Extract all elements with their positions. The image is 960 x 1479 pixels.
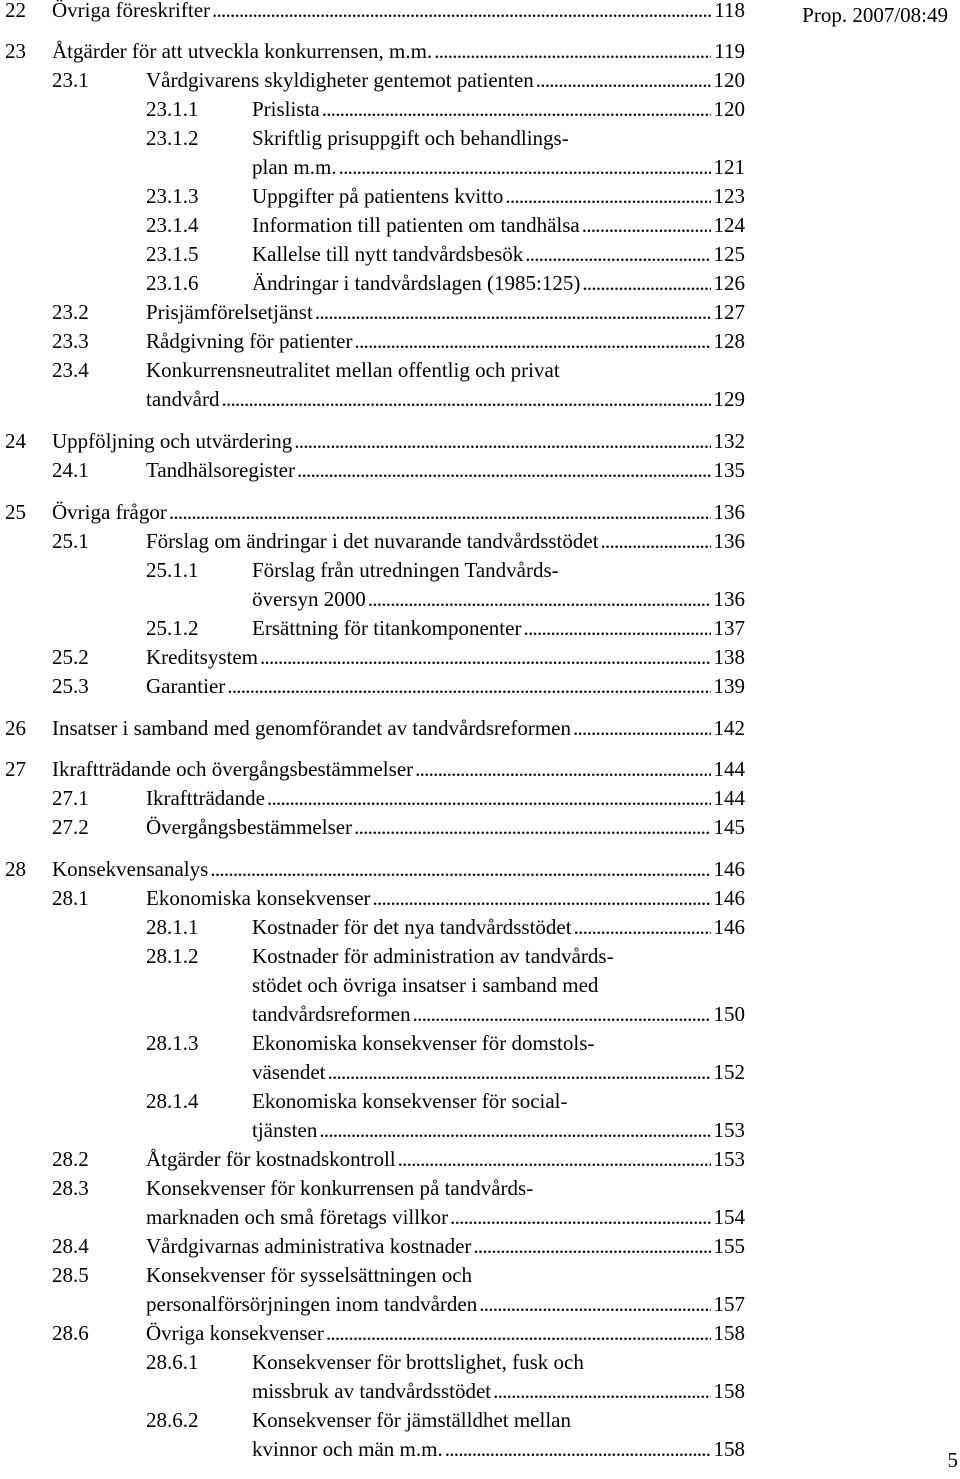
- toc-entry-page: 153: [713, 1118, 745, 1142]
- toc-entry-page: 136: [713, 587, 745, 611]
- toc-entry-number: 27.1: [52, 786, 89, 810]
- toc-entry-page: 127: [713, 300, 745, 324]
- toc-entry[interactable]: [0, 942, 745, 971]
- dot-leader: [445, 1435, 711, 1464]
- dot-leader: [327, 1058, 710, 1087]
- toc-entry-page: 142: [713, 716, 745, 740]
- toc-entry-page: 120: [713, 97, 745, 121]
- toc-entry-title: Konsekvenser för jämställdhet mellan: [252, 1408, 571, 1432]
- toc-entry-page: 124: [713, 213, 745, 237]
- dot-leader: [582, 211, 711, 240]
- toc-entry-number: 23.1.4: [146, 213, 199, 237]
- toc-entry[interactable]: [0, 182, 745, 211]
- toc-entry-title: Åtgärder för kostnadskontroll: [146, 1147, 396, 1171]
- toc-entry[interactable]: [0, 0, 745, 25]
- toc-entry[interactable]: [0, 1319, 745, 1348]
- toc-entry-page: 158: [713, 1437, 745, 1461]
- toc-entry[interactable]: [0, 66, 745, 95]
- toc-entry-title: tandvårdsreformen: [252, 1002, 411, 1026]
- toc-entry[interactable]: [0, 356, 745, 385]
- toc-entry-number: 26: [5, 716, 26, 740]
- toc-entry-title: Skriftlig prisuppgift och behandlings-: [252, 126, 569, 150]
- dot-leader: [415, 755, 710, 784]
- toc-entry-page: 120: [713, 68, 745, 92]
- toc-entry-title: missbruk av tandvårdsstödet: [252, 1379, 492, 1403]
- toc-entry-title: Övriga frågor: [52, 500, 167, 524]
- toc-entry-title: Övriga föreskrifter: [52, 0, 211, 22]
- toc-entry[interactable]: [0, 813, 745, 842]
- dot-leader: [322, 95, 711, 124]
- dot-leader: [319, 1116, 710, 1145]
- toc-entry-title: Kreditsystem: [146, 645, 258, 669]
- toc-entry-page: 139: [713, 674, 745, 698]
- toc-entry-page: 158: [713, 1379, 745, 1403]
- toc-entry-number: 23.2: [52, 300, 89, 324]
- toc-entry-number: 23.1.2: [146, 126, 199, 150]
- toc-entry-number: 28.6.2: [146, 1408, 199, 1432]
- toc-entry[interactable]: [0, 1435, 745, 1464]
- toc-entry-title: Information till patienten om tandhälsa: [252, 213, 580, 237]
- dot-leader: [574, 913, 711, 942]
- dot-leader: [473, 1232, 710, 1261]
- dot-leader: [536, 66, 711, 95]
- toc-entry-page: 153: [713, 1147, 745, 1171]
- toc-entry-title: Kostnader för administration av tandvårds-: [252, 944, 614, 968]
- dot-leader: [297, 456, 711, 485]
- toc-entry[interactable]: [0, 1000, 745, 1029]
- toc-entry-number: 25.1: [52, 529, 89, 553]
- toc-entry[interactable]: [0, 784, 745, 813]
- dot-leader: [505, 182, 710, 211]
- toc-entry-page: 154: [713, 1205, 745, 1229]
- toc-entry[interactable]: [0, 456, 745, 485]
- toc-entry-title: Ikraftträdande: [146, 786, 265, 810]
- dot-leader: [582, 269, 710, 298]
- toc-entry-title: Ekonomiska konsekvenser för social-: [252, 1089, 568, 1113]
- toc-entry-number: 28: [5, 857, 26, 881]
- toc-entry-page: 128: [713, 329, 745, 353]
- toc-entry-number: 28.1: [52, 886, 89, 910]
- toc-entry-page: 123: [713, 184, 745, 208]
- toc-entry-number: 28.6.1: [146, 1350, 199, 1374]
- toc-entry[interactable]: [0, 1145, 745, 1174]
- toc-entry-number: 27: [5, 757, 26, 781]
- toc-entry-title: Insatser i samband med genomförandet av tandvårdsreformen: [52, 716, 571, 740]
- toc-entry[interactable]: [0, 971, 745, 1000]
- dot-leader: [221, 385, 710, 414]
- toc-entry-number: 28.2: [52, 1147, 89, 1171]
- toc-entry-number: 24.1: [52, 458, 89, 482]
- toc-entry-title: Garantier: [146, 674, 226, 698]
- toc-entry[interactable]: [0, 1174, 745, 1203]
- toc-entry[interactable]: [0, 211, 745, 240]
- toc-entry-title: väsendet: [252, 1060, 326, 1084]
- toc-entry-number: 25.1.2: [146, 616, 199, 640]
- toc-entry-title: Ekonomiska konsekvenser för domstols-: [252, 1031, 595, 1055]
- toc-entry-page: 158: [713, 1321, 745, 1345]
- toc-entry[interactable]: [0, 1406, 745, 1435]
- toc-entry[interactable]: [0, 527, 745, 556]
- toc-entry[interactable]: [0, 385, 745, 414]
- toc-entry-page: 144: [713, 786, 745, 810]
- toc-entry-title: Prisjämförelsetjänst: [146, 300, 313, 324]
- toc-entry[interactable]: [0, 614, 745, 643]
- toc-entry[interactable]: [0, 298, 745, 327]
- toc-entry-title: Uppföljning och utvärdering: [52, 429, 293, 453]
- toc-entry[interactable]: [0, 124, 745, 153]
- toc-entry[interactable]: [0, 498, 745, 527]
- toc-entry-number: 28.1.4: [146, 1089, 199, 1113]
- dot-leader: [227, 672, 710, 701]
- toc-entry-number: 22: [5, 0, 26, 22]
- toc-entry[interactable]: [0, 153, 745, 182]
- toc-entry-number: 23: [5, 39, 26, 63]
- toc-entry-title: Ändringar i tandvårdslagen (1985:125): [252, 271, 581, 295]
- toc-entry[interactable]: [0, 1058, 745, 1087]
- toc-entry-page: 137: [713, 616, 745, 640]
- toc-entry-title: Prislista: [252, 97, 320, 121]
- dot-leader: [169, 498, 711, 527]
- dot-leader: [260, 643, 711, 672]
- toc-entry[interactable]: [0, 1203, 745, 1232]
- toc-entry[interactable]: [0, 714, 745, 743]
- toc-entry-title: tjänsten: [252, 1118, 318, 1142]
- dot-leader: [315, 298, 711, 327]
- toc-entry[interactable]: [0, 855, 745, 884]
- toc-entry-title: Kostnader för det nya tandvårdsstödet: [252, 915, 572, 939]
- toc-entry-page: 129: [713, 387, 745, 411]
- toc-entry-title: Uppgifter på patientens kvitto: [252, 184, 504, 208]
- toc-entry-number: 28.1.1: [146, 915, 199, 939]
- toc-entry-number: 23.1.6: [146, 271, 199, 295]
- dot-leader: [339, 153, 711, 182]
- toc-entry-page: 121: [713, 155, 745, 179]
- toc-entry-page: 119: [714, 39, 745, 63]
- toc-entry-number: 23.1.3: [146, 184, 199, 208]
- toc-entry-title: Vårdgivarens skyldigheter gentemot patienten: [146, 68, 534, 92]
- dot-leader: [398, 1145, 711, 1174]
- toc-entry-page: 145: [713, 815, 745, 839]
- dot-leader: [601, 527, 711, 556]
- toc-entry-number: 23.1.5: [146, 242, 199, 266]
- toc-entry[interactable]: [0, 585, 745, 614]
- dot-leader: [573, 714, 711, 743]
- toc-entry-title: Kallelse till nytt tandvårdsbesök: [252, 242, 524, 266]
- toc-entry-title: Förslag om ändringar i det nuvarande tandvårdsstödet: [146, 529, 599, 553]
- toc-entry-number: 28.6: [52, 1321, 89, 1345]
- dot-leader: [326, 1319, 711, 1348]
- toc-entry[interactable]: [0, 1290, 745, 1319]
- toc-entry-title: tandvård: [146, 387, 220, 411]
- dot-leader: [368, 585, 711, 614]
- toc-entry-title: personalförsörjningen inom tandvården: [146, 1292, 478, 1316]
- toc-entry-number: 23.4: [52, 358, 89, 382]
- toc-entry-number: 25.2: [52, 645, 89, 669]
- dot-leader: [450, 1203, 710, 1232]
- toc-entry[interactable]: [0, 1377, 745, 1406]
- page-number: 5: [947, 1448, 958, 1472]
- toc-entry-number: 28.5: [52, 1263, 89, 1287]
- toc-entry-title: Övriga konsekvenser: [146, 1321, 324, 1345]
- toc-entry-page: 136: [713, 529, 745, 553]
- toc-entry-number: 28.1.3: [146, 1031, 199, 1055]
- toc-entry-title: Konkurrensneutralitet mellan offentlig och privat: [146, 358, 560, 382]
- dot-leader: [434, 37, 711, 66]
- toc-entry-title: översyn 2000: [252, 587, 366, 611]
- toc-entry-page: 157: [713, 1292, 745, 1316]
- toc-entry-number: 24: [5, 429, 26, 453]
- toc-entry-page: 132: [713, 429, 745, 453]
- toc-entry-number: 23.3: [52, 329, 89, 353]
- toc-entry-page: 150: [713, 1002, 745, 1026]
- toc-entry-number: 25.1.1: [146, 558, 199, 582]
- toc-entry-page: 146: [713, 915, 745, 939]
- toc-entry-number: 23.1.1: [146, 97, 199, 121]
- toc-entry[interactable]: [0, 755, 745, 784]
- toc-entry[interactable]: [0, 1261, 745, 1290]
- dot-leader: [354, 327, 710, 356]
- toc-entry[interactable]: [0, 269, 745, 298]
- toc-entry[interactable]: [0, 1029, 745, 1058]
- toc-entry-page: 138: [713, 645, 745, 669]
- toc-entry-page: 155: [713, 1234, 745, 1258]
- toc-entry-number: 28.4: [52, 1234, 89, 1258]
- dot-leader: [212, 0, 711, 25]
- dot-leader: [525, 240, 710, 269]
- toc-entry-title: Konsekvenser för brottslighet, fusk och: [252, 1350, 584, 1374]
- toc-entry-page: 126: [713, 271, 745, 295]
- toc-entry[interactable]: [0, 95, 745, 124]
- toc-entry[interactable]: [0, 1348, 745, 1377]
- dot-leader: [267, 784, 711, 813]
- toc-entry-number: 28.3: [52, 1176, 89, 1200]
- toc-entry[interactable]: [0, 884, 745, 913]
- toc-entry-title: Konsekvenser för sysselsättningen och: [146, 1263, 473, 1287]
- toc-entry-page: 125: [713, 242, 745, 266]
- toc-entry-title: Rådgivning för patienter: [146, 329, 353, 353]
- toc-entry-title: Förslag från utredningen Tandvårds-: [252, 558, 559, 582]
- toc-entry[interactable]: [0, 427, 745, 456]
- toc-entry-title: Tandhälsoregister: [146, 458, 295, 482]
- toc-entry-number: 25.3: [52, 674, 89, 698]
- toc-entry-title: Ikraftträdande och övergångsbestämmelser: [52, 757, 414, 781]
- toc-entry-title: plan m.m.: [252, 155, 337, 179]
- toc-entry-title: Ersättning för titankomponenter: [252, 616, 522, 640]
- toc-entry[interactable]: [0, 37, 745, 66]
- toc-entry-title: Vårdgivarnas administrativa kostnader: [146, 1234, 472, 1258]
- toc-entry[interactable]: [0, 1116, 745, 1145]
- dot-leader: [493, 1377, 710, 1406]
- toc-entry-page: 146: [713, 857, 745, 881]
- toc-entry-title: Åtgärder för att utveckla konkurrensen, m.m.: [52, 39, 433, 63]
- dot-leader: [479, 1290, 710, 1319]
- toc-entry-page: 144: [713, 757, 745, 781]
- toc-entry-title: marknaden och små företags villkor: [146, 1205, 449, 1229]
- toc-entry[interactable]: [0, 1232, 745, 1261]
- toc-entry-page: 135: [713, 458, 745, 482]
- toc-entry-title: Konsekvenser för konkurrensen på tandvårds-: [146, 1176, 534, 1200]
- toc-entry-page: 136: [713, 500, 745, 524]
- toc-entry[interactable]: [0, 327, 745, 356]
- toc-entry[interactable]: [0, 672, 745, 701]
- toc-entry-title: Ekonomiska konsekvenser: [146, 886, 371, 910]
- toc-entry-title: kvinnor och män m.m.: [252, 1437, 443, 1461]
- toc-entry[interactable]: [0, 556, 745, 585]
- toc-entry-number: 25: [5, 500, 26, 524]
- dot-leader: [210, 855, 710, 884]
- toc-entry-page: 118: [714, 0, 745, 22]
- toc-entry-page: 146: [713, 886, 745, 910]
- dot-leader: [354, 813, 710, 842]
- toc-entry-title: stödet och övriga insatser i samband med: [252, 973, 599, 997]
- toc-entry-title: Konsekvensanalys: [52, 857, 209, 881]
- dot-leader: [413, 1000, 711, 1029]
- toc-entry[interactable]: [0, 643, 745, 672]
- dot-leader: [294, 427, 710, 456]
- toc-entry-number: 28.1.2: [146, 944, 199, 968]
- toc-entry[interactable]: [0, 240, 745, 269]
- toc-entry-page: 152: [713, 1060, 745, 1084]
- toc-entry-title: Övergångsbestämmelser: [146, 815, 353, 839]
- toc-entry-number: 27.2: [52, 815, 89, 839]
- page-header-ref: Prop. 2007/08:49: [802, 3, 948, 27]
- toc-entry[interactable]: [0, 913, 745, 942]
- dot-leader: [373, 884, 711, 913]
- dot-leader: [523, 614, 710, 643]
- toc-entry-number: 23.1: [52, 68, 89, 92]
- toc-entry[interactable]: [0, 1087, 745, 1116]
